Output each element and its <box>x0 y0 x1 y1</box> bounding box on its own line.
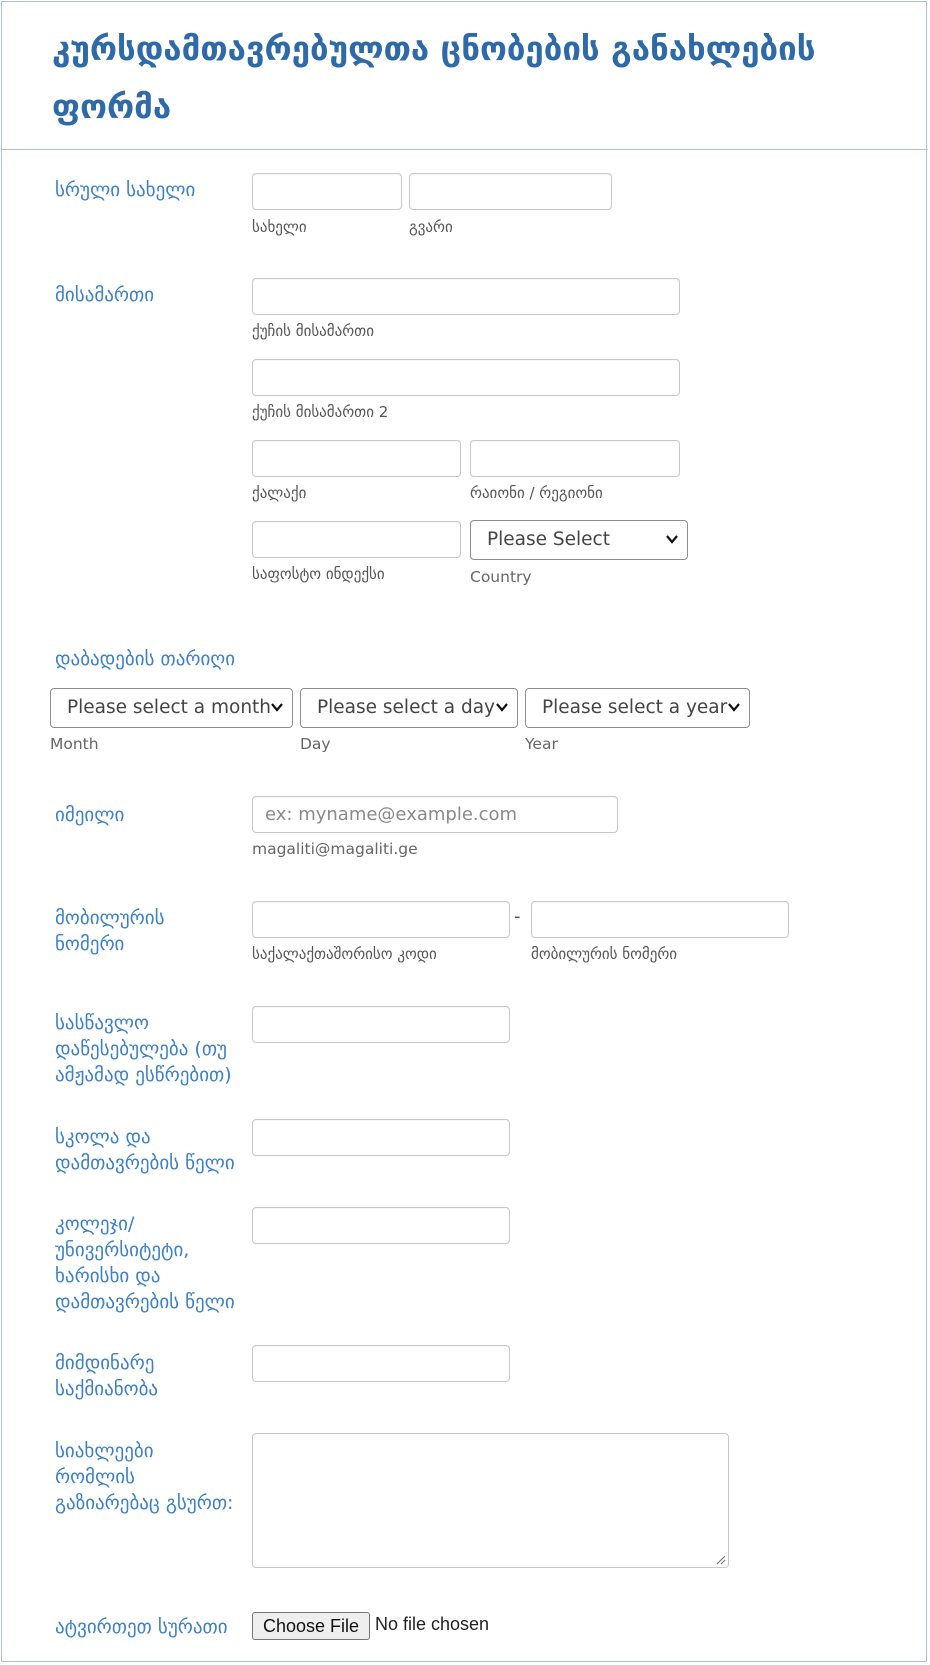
street-address-2-input[interactable] <box>252 359 680 396</box>
street-address-2-sublabel: ქუჩის მისამართი 2 <box>252 403 389 421</box>
education-label-line1: სასწავლო <box>55 1012 149 1034</box>
news-label-line2: რომლის <box>55 1466 135 1488</box>
choose-file-button[interactable]: Choose File <box>252 1612 370 1640</box>
news-label-line1: სიახლეები <box>55 1440 154 1462</box>
birth-date-label: დაბადების თარიღი <box>55 648 236 670</box>
file-status: No file chosen <box>375 1614 490 1634</box>
first-name-input[interactable] <box>252 173 402 210</box>
school-label-line2: დამთავრების წელი <box>55 1152 235 1174</box>
email-placeholder: ex: myname@example.com <box>265 804 518 825</box>
address-label: მისამართი <box>55 284 155 306</box>
college-label-line2: უნივერსიტეტი, <box>55 1239 190 1261</box>
postal-code-input[interactable] <box>252 521 461 558</box>
birth-month-value: Please select a month <box>67 697 272 718</box>
email-input[interactable] <box>252 796 618 833</box>
street-address-sublabel: ქუჩის მისამართი <box>252 322 374 340</box>
full-name-label: სრული სახელი <box>55 179 196 201</box>
phone-number-sublabel: მობილურის ნომერი <box>531 945 678 963</box>
region-sublabel: რაიონი / რეგიონი <box>470 484 603 502</box>
area-code-input[interactable] <box>252 901 510 938</box>
chevron-down-icon <box>665 532 679 546</box>
college-label-line1: კოლეჯი/ <box>55 1213 135 1235</box>
birth-day-value: Please select a day <box>317 697 496 718</box>
school-label-line1: სკოლა და <box>55 1126 151 1148</box>
birth-month-select[interactable] <box>50 688 293 728</box>
news-label-line3: გაზიარებაც გსურთ: <box>55 1492 234 1514</box>
phone-label-line1: მობილურის <box>55 907 165 929</box>
chevron-down-icon <box>270 700 284 714</box>
occupation-label-line2: საქმიანობა <box>55 1378 159 1400</box>
education-label-line2: დაწესებულება (თუ <box>55 1038 227 1060</box>
phone-label-line2: ნომერი <box>55 933 125 955</box>
region-input[interactable] <box>470 440 680 477</box>
form-title: კურსდამთავრებულთა ცნობების განახლების ფორმა <box>52 29 816 126</box>
postal-code-sublabel: საფოსტო ინდექსი <box>252 565 385 583</box>
education-label-line3: ამჟამად ესწრებით) <box>55 1064 232 1086</box>
form-header <box>2 2 928 150</box>
news-textarea[interactable] <box>252 1433 729 1568</box>
email-label: იმეილი <box>55 804 125 826</box>
last-name-input[interactable] <box>409 173 612 210</box>
chevron-down-icon <box>495 700 509 714</box>
city-input[interactable] <box>252 440 461 477</box>
birth-year-value: Please select a year <box>542 697 728 718</box>
first-name-sublabel: სახელი <box>252 218 307 236</box>
college-label-line3: ხარისხი და <box>55 1265 161 1287</box>
phone-separator: - <box>514 906 521 927</box>
phone-number-input[interactable] <box>531 901 789 938</box>
country-sublabel: Country <box>470 568 532 586</box>
day-sublabel: Day <box>300 735 331 753</box>
last-name-sublabel: გვარი <box>409 218 453 236</box>
country-select[interactable] <box>470 520 688 560</box>
resize-grip-icon[interactable] <box>715 1554 726 1565</box>
school-input[interactable] <box>252 1119 510 1156</box>
chevron-down-icon <box>727 700 741 714</box>
photo-label: ატვირთეთ სურათი <box>55 1616 228 1638</box>
college-label-line4: დამთავრების წელი <box>55 1291 235 1313</box>
year-sublabel: Year <box>525 735 558 753</box>
country-select-value: Please Select <box>487 529 610 550</box>
street-address-input[interactable] <box>252 278 680 315</box>
city-sublabel: ქალაქი <box>252 484 307 502</box>
birth-year-select[interactable] <box>525 688 750 728</box>
birth-day-select[interactable] <box>300 688 518 728</box>
month-sublabel: Month <box>50 735 99 753</box>
education-input[interactable] <box>252 1006 510 1043</box>
occupation-input[interactable] <box>252 1345 510 1382</box>
email-sublabel: magaliti@magaliti.ge <box>252 840 418 858</box>
occupation-label-line1: მიმდინარე <box>55 1352 155 1374</box>
area-code-sublabel: საქალაქთაშორისო კოდი <box>252 945 437 963</box>
college-input[interactable] <box>252 1207 510 1244</box>
